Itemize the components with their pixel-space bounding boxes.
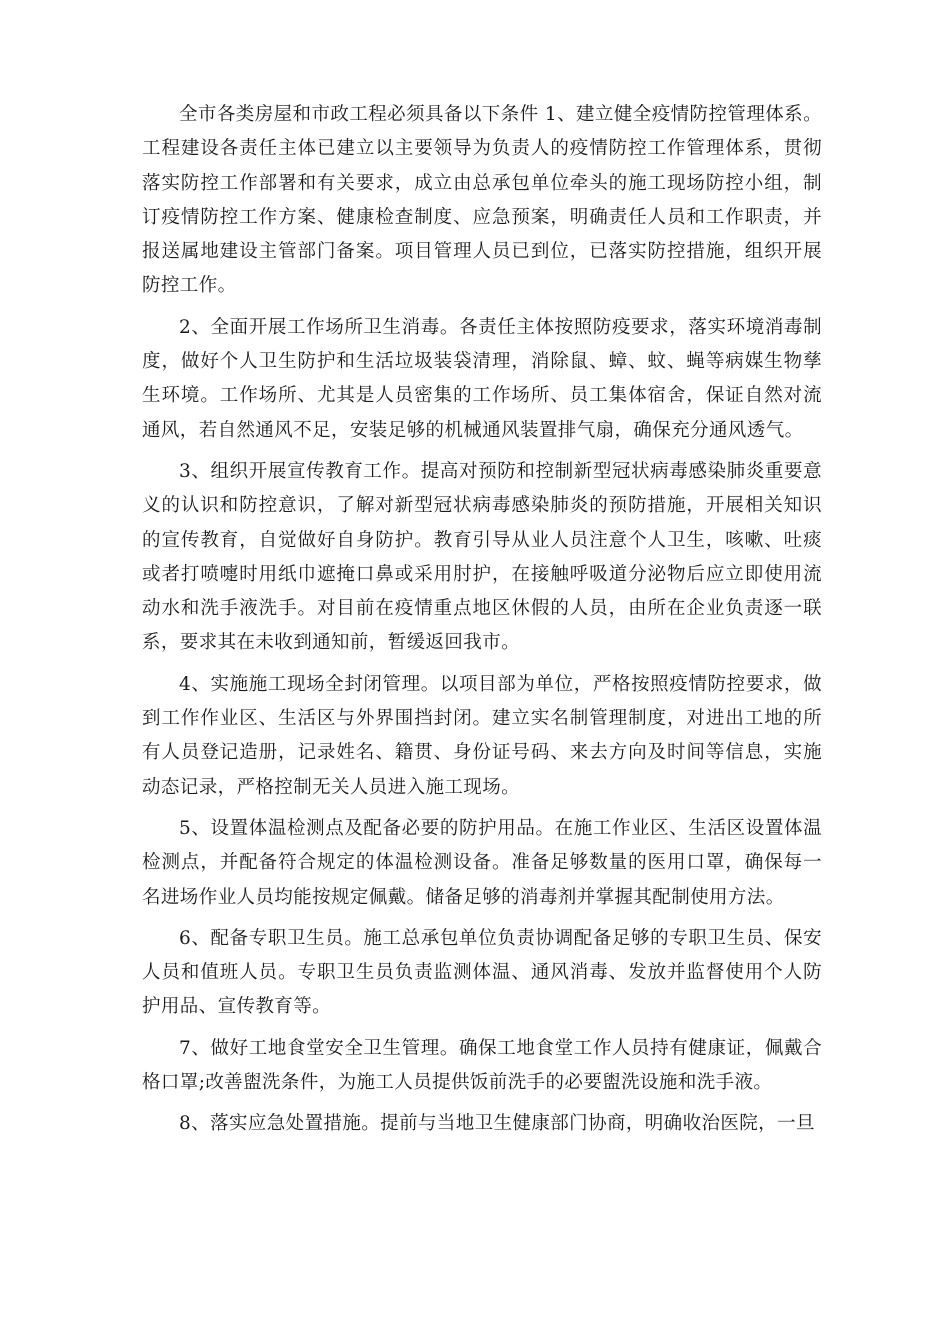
paragraph-3: 3、组织开展宣传教育工作。提高对预防和控制新型冠状病毒感染肺炎重要意义的认识和防控意识，了解对新型冠状病毒感染肺炎的预防措施，开展相关知识的宣传教育，自觉做好自身防护。教育引导从业人员注意个人卫生，咳嗽、吐痰或者打喷嚏时用纸巾遮掩口鼻或采用肘护，在接触呼吸道分泌物后应立即使用流动水和洗手液洗手。对目前在疫情重点地区休假的人员，由所在企业负责逐一联系，要求其在未收到通知前，暂缓返回我市。 xyxy=(142,460,822,654)
paragraph-8: 8、落实应急处置措施。提前与当地卫生健康部门协商，明确收治医院，一旦 xyxy=(179,1113,815,1135)
paragraph-6: 6、配备专职卫生员。施工总承包单位负责协调配备足够的专职卫生员、保安人员和值班人员。专职卫生员负责监测体温、通风消毒、发放并监督使用个人防护用品、宣传教育等。 xyxy=(142,927,822,1018)
paragraph-7: 7、做好工地食堂安全卫生管理。确保工地食堂工作人员持有健康证，佩戴合格口罩;改善盥洗条件，为施工人员提供饭前洗手的必要盥洗设施和洗手液。 xyxy=(142,1037,822,1094)
paragraph-5: 5、设置体温检测点及配备必要的防护用品。在施工作业区、生活区设置体温检测点，并配备符合规定的体温检测设备。准备足够数量的医用口罩，确保每一名进场作业人员均能按规定佩戴。储备足够的消毒剂并掌握其配制使用方法。 xyxy=(142,817,822,908)
paragraph-4: 4、实施施工现场全封闭管理。以项目部为单位，严格按照疫情防控要求，做到工作作业区、生活区与外界围挡封闭。建立实名制管理制度，对进出工地的所有人员登记造册，记录姓名、籍贯、身份证号码、来去方向及时间等信息，实施动态记录，严格控制无关人员进入施工现场。 xyxy=(142,673,822,798)
paragraph-2: 2、全面开展工作场所卫生消毒。各责任主体按照防疫要求，落实环境消毒制度，做好个人卫生防护和生活垃圾装袋清理，消除鼠、蟑、蚊、蝇等病媒生物孳生环境。工作场所、尤其是人员密集的工作场所、员工集体宿舍，保证自然对流通风，若自然通风不足，安装足够的机械通风装置排气扇，确保充分通风透气。 xyxy=(142,316,822,441)
paragraph-intro: 全市各类房屋和市政工程必须具备以下条件 1、建立健全疫情防控管理体系。工程建设各责任主体已建立以主要领导为负责人的疫情防控工作管理体系，贯彻落实防控工作部署和有关要求，成立由总承包单位牵头的施工现场防控小组，制订疫情防控工作方案、健康检查制度、应急预案，明确责任人员和工作职责，并报送属地建设主管部门备案。项目管理人员已到位，已落实防控措施，组织开展防控工作。 xyxy=(142,104,822,297)
document-body xyxy=(142,98,822,1142)
